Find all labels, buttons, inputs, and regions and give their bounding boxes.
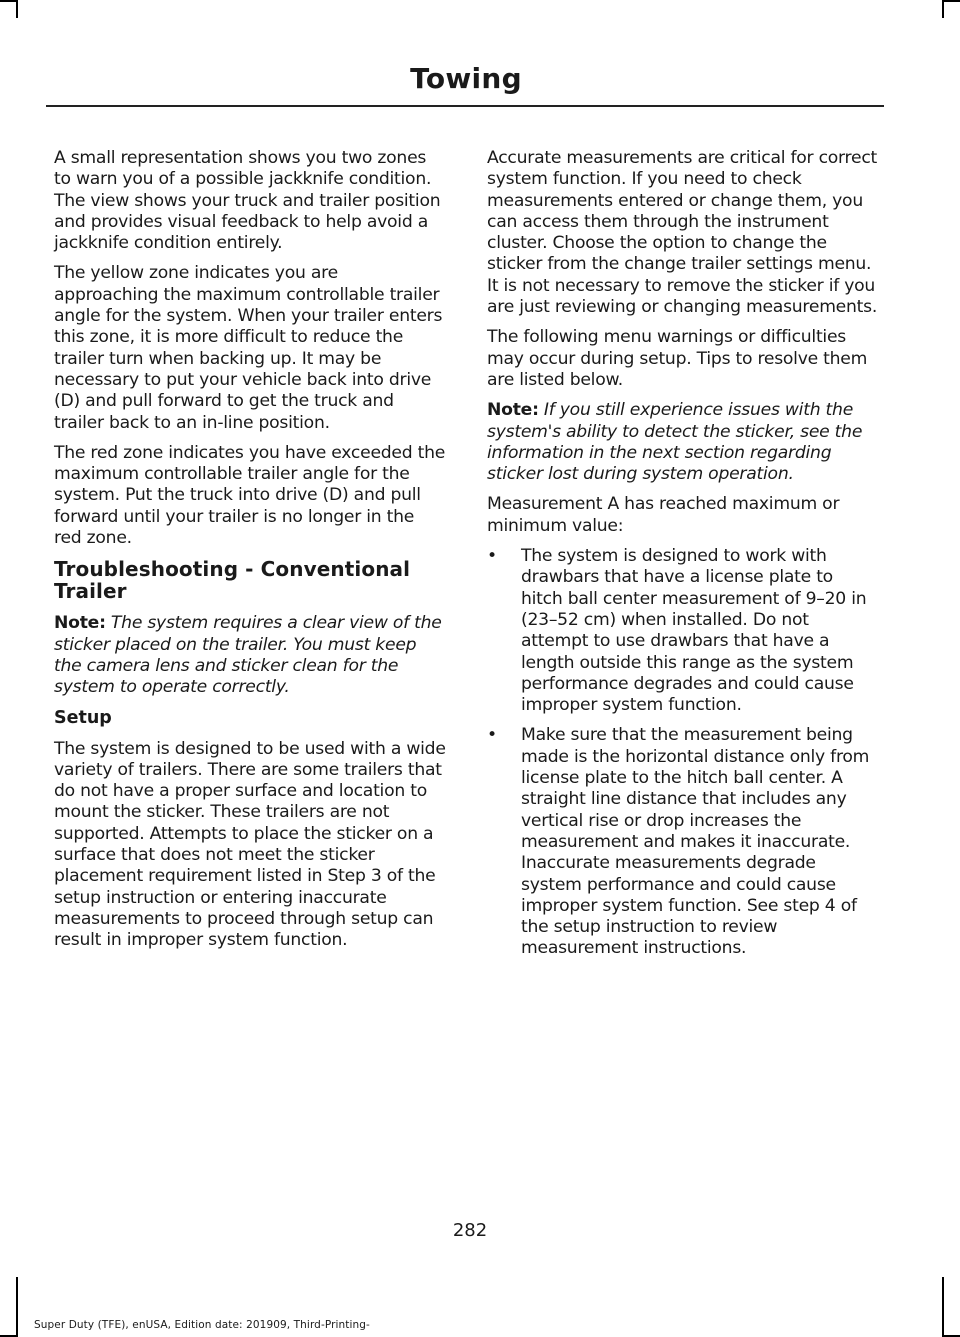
list-item [487, 546, 879, 716]
right-column [487, 148, 879, 969]
list-item-text: Make sure that the measurement being made is the horizontal distance only from license plate to the hitch ball center. A straight line distance that includes any vertical rise or drop increases the measurement and makes it inaccurate. Inaccurate measurements degrade system performance and could cause improper system function. See step 4 of the setup instruction to review measurement instructions. [521, 725, 870, 959]
page-number: 282 [452, 1220, 488, 1241]
bullet-icon: • [487, 725, 497, 746]
crop-mark [16, 1277, 18, 1337]
note-text: The system requires a clear view of the sticker placed on the trailer. You must keep the camera lens and sticker clean for the system to operate correctly. [54, 613, 442, 698]
paragraph: The system is designed to be used with a wide variety of trailers. There are some trailers that do not have a proper surface and location to mount the sticker. These trailers are not supported. Attempts to place the sticker on a surface that does not meet the sticker placement requirement listed in Step 3 of the setup instruction or entering inaccurate measurements to proceed through setup can result in improper system function. [54, 738, 446, 951]
crop-mark [942, 1277, 944, 1337]
bullet-icon: • [487, 546, 497, 567]
list-item-text: The system is designed to work with drawbars that have a license plate to hitch ball center measurement of 9–20 in (23–52 cm) when installed. Do not attempt to use drawbars that have a length outside this range as the system performance degrades and could cause improper system function. [521, 546, 867, 716]
section-heading: Troubleshooting - Conventional Trailer [54, 557, 411, 604]
paragraph: A small representation shows you two zones to warn you of a possible jackknife condition. The view shows your truck and trailer position and provides visual feedback to help avoid a jackknife condition entirely. [54, 148, 441, 254]
subheading: Setup [54, 707, 112, 728]
note [487, 400, 879, 485]
paragraph: Accurate measurements are critical for correct system function. If you need to check measurements entered or change them, you can access them through the instrument cluster. Choose the option to change the sticker from the change trailer settings menu. It is not necessary to remove the sticker if you are just reviewing or changing measurements. [487, 148, 878, 318]
paragraph: Measurement A has reached maximum or minimum value: [487, 494, 840, 536]
header-divider [46, 105, 884, 107]
crop-mark [16, 0, 18, 18]
list-item [487, 725, 879, 959]
left-column [54, 148, 446, 961]
bullet-list [487, 546, 879, 960]
paragraph: The yellow zone indicates you are approaching the maximum controllable trailer angle for the system. When your trailer enters this zone, it is more difficult to reduce the trailer turn when backing up. It may be necessary to put your vehicle back into drive (D) and pull forward to get the truck and trailer back to an in-line position. [54, 263, 443, 433]
crop-mark [0, 0, 17, 2]
footer-text: Super Duty (TFE), enUSA, Edition date: 201909, Third-Printing- [34, 1319, 370, 1331]
note-label: Note: [54, 613, 106, 634]
page-title: Towing [410, 62, 522, 95]
crop-mark [943, 0, 960, 2]
note-text: If you still experience issues with the system's ability to detect the sticker, see the information in the next section regarding sticker lost during system operation. [487, 400, 863, 485]
note-label: Note: [487, 400, 539, 421]
note [54, 613, 446, 698]
crop-mark [942, 0, 944, 18]
paragraph: The red zone indicates you have exceeded the maximum controllable trailer angle for the system. Put the truck into drive (D) and pull forward until your trailer is no longer in the red zone. [54, 442, 446, 549]
paragraph: The following menu warnings or difficulties may occur during setup. Tips to resolve them are listed below. [487, 327, 868, 390]
